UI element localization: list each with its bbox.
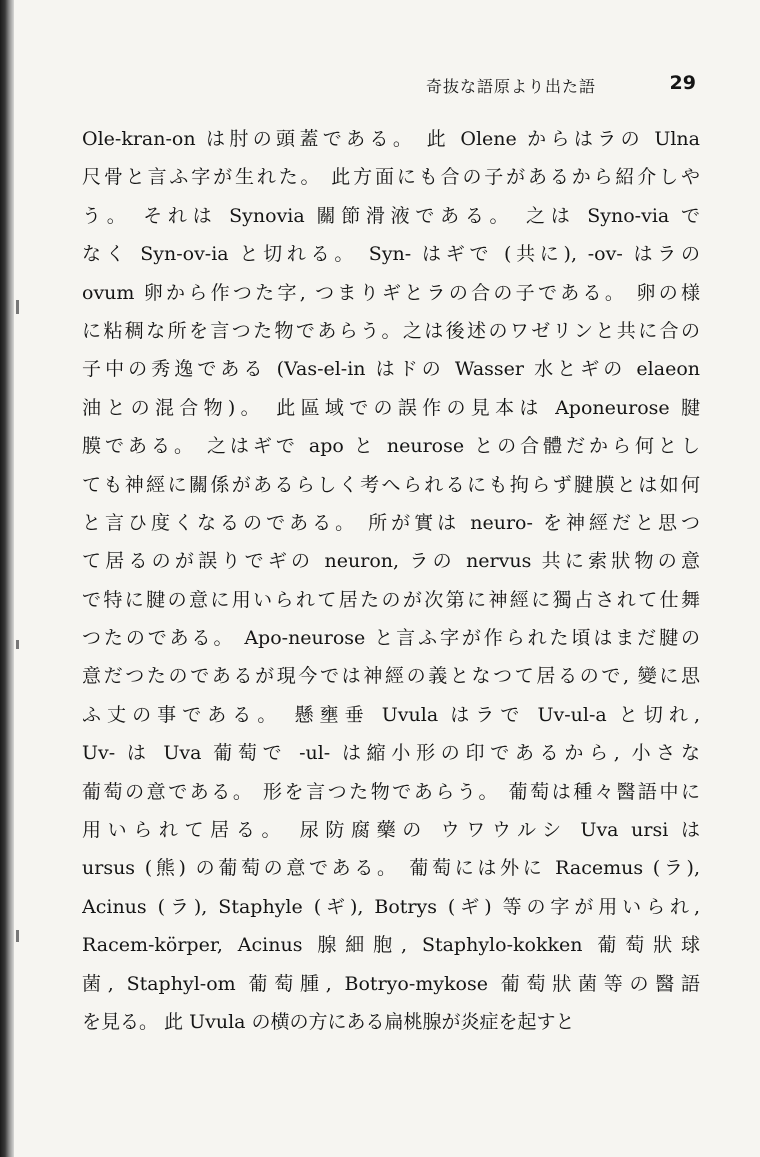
text-line: なく Syn-ov-ia と切れる。 Syn- はギで (共に), -ov- はラの [82,243,700,266]
running-title: 奇抜な語原より出た語 [426,77,597,96]
text-line: で特に腱の意に用いられて居たのが次第に神經に獨占されて仕舞 [82,588,700,611]
text-line: 子中の秀逸である (Vas-el-in はドの Wasser 水とギの elaeon [82,358,700,381]
text-line: う。 それは Synovia 關節滑液である。 之は Syno-via で [82,204,700,227]
text-line: Ole-kran-on は肘の頭蓋である。 此 Olene からはラの Ulna [82,128,700,150]
text-line: 膜である。 之はギで apo と neurose との合體だから何とし [82,435,700,458]
scan-speck [16,300,19,314]
text-line: 意だつたのであるが現今では神經の義となつて居るので, 變に思 [82,665,700,688]
text-line: ても神經に關係があるらしく考へられるにも拘らず腱膜とは如何 [82,473,700,496]
text-line: Acinus (ラ), Staphyle (ギ), Botrys (ギ) 等の字が用いられ, [82,895,700,918]
text-line: を見る。 此 Uvula の横の方にある扁桃腺が炎症を起すと [82,1010,575,1033]
text-line: 油との混合物)。 此區域での誤作の見本は Aponeurose 腱 [82,396,700,419]
page-header [420,72,700,98]
body-text [82,120,700,1041]
text-line: ursus (熊) の葡萄の意である。 葡萄には外に Racemus (ラ), [82,857,700,880]
text-line: 尺骨と言ふ字が生れた。 此方面にも合の子があるから紹介しや [82,166,700,189]
book-spine-shadow [0,0,14,1157]
scan-speck [16,640,19,649]
text-line: つたのである。 Apo-neurose と言ふ字が作られた頃はまだ腱の [82,627,700,650]
text-line: Racem-körper, Acinus 腺細胞, Staphylo-kokken 葡萄狀球 [82,934,700,957]
text-line: ふ丈の事である。 懸壅垂 Uvula はラで Uv-ul-a と切れ, [82,703,700,726]
text-line: 葡萄の意である。 形を言つた物であらう。 葡萄は種々醫語中に [82,780,700,803]
text-line: Uv- は Uva 葡萄で -ul- は縮小形の印であるから, 小さな [82,742,700,765]
text-line: ovum 卵から作つた字, つまりギとラの合の子である。 卵の様 [82,281,700,304]
text-line: と言ひ度くなるのである。 所が實は neuro- を神經だと思つ [82,511,700,534]
text-line: 用いられて居る。 尿防腐藥の ウワウルシ Uva ursi は [82,819,700,842]
text-line: て居るのが誤りでギの neuron, ラの nervus 共に索狀物の意 [82,550,700,573]
page-number: 29 [669,72,696,94]
scan-speck [16,930,19,942]
text-line: 菌, Staphyl-om 葡萄腫, Botryo-mykose 葡萄狀菌等の醫語 [82,972,700,995]
text-line: に粘稠な所を言つた物であらう。之は後述のワゼリンと共に合の [82,319,700,342]
